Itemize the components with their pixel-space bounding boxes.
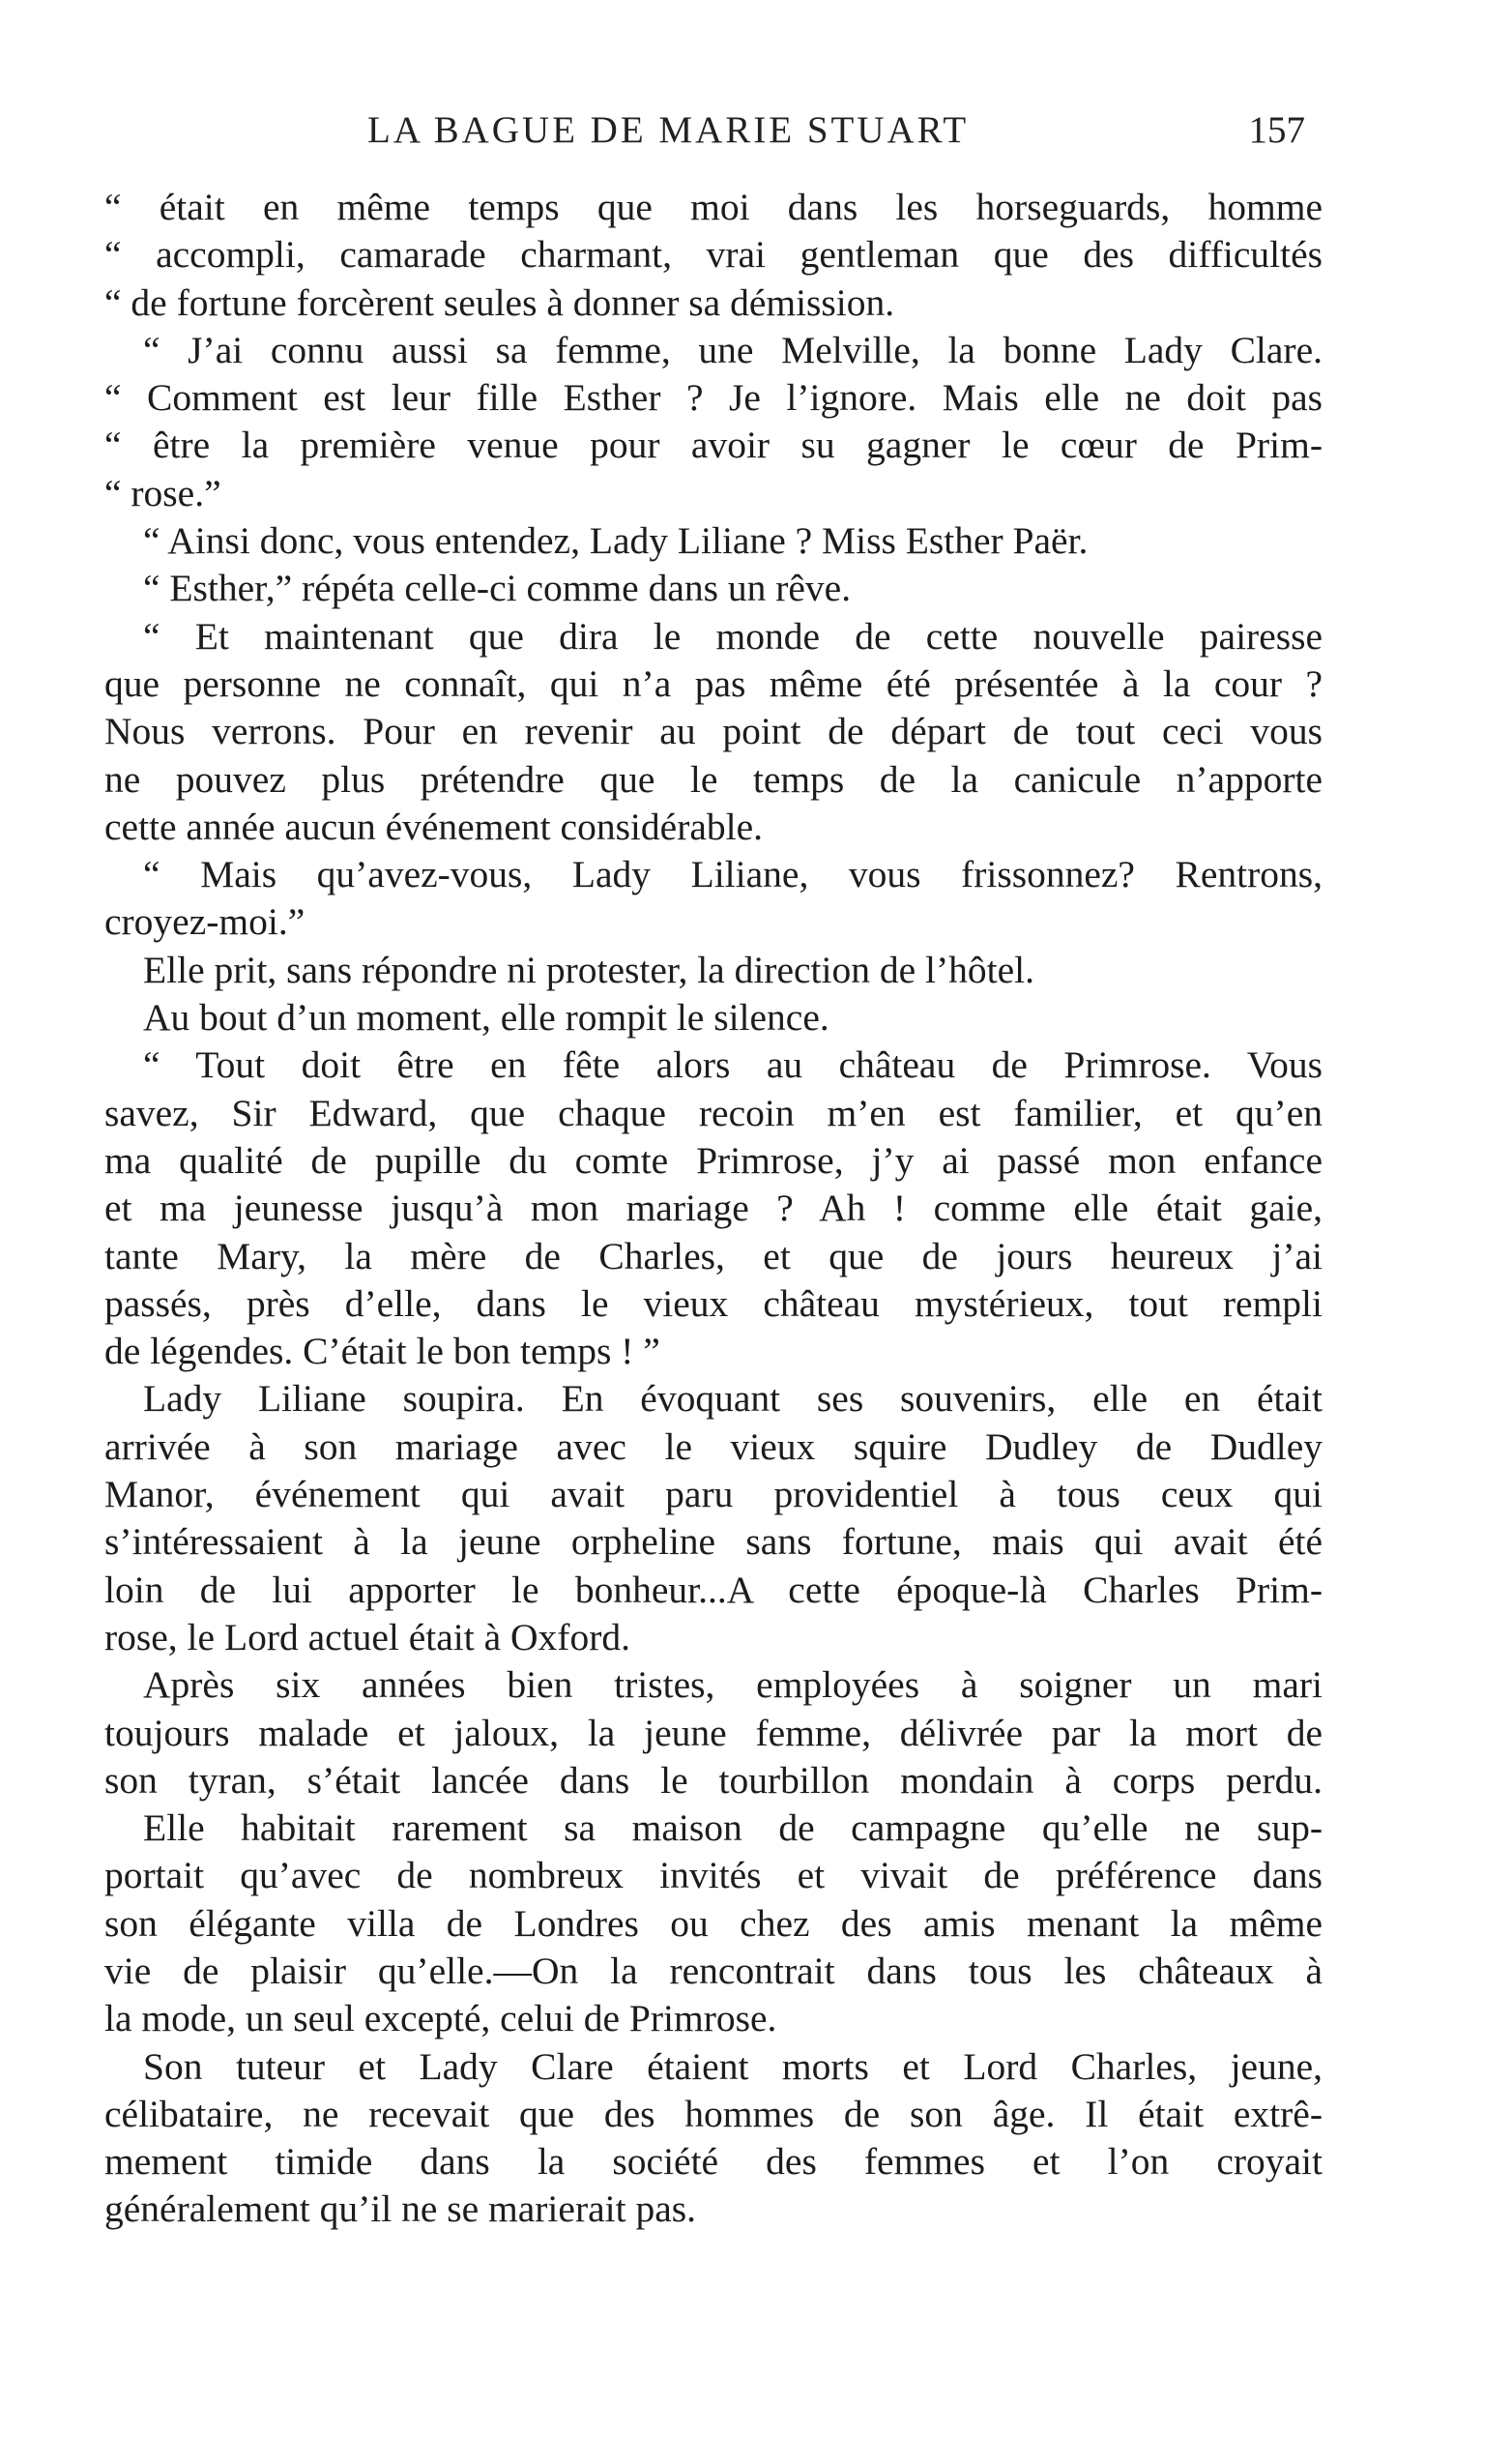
text-line: “ accompli, camarade charmant, vrai gentleman que des difficultés — [104, 233, 1323, 277]
text-line: passés, près d’elle, dans le vieux château mystérieux, tout rempli — [104, 1281, 1323, 1325]
text-line: tante Mary, la mère de Charles, et que de jours heureux j’ai — [104, 1234, 1323, 1277]
text-line: ma qualité de pupille du comte Primrose, j’y ai passé mon enfance — [104, 1138, 1323, 1182]
text-line: cette année aucun événement considérable. — [104, 805, 764, 848]
text-line: portait qu’avec de nombreux invités et vivait de préférence dans — [104, 1854, 1323, 1897]
text-line: “ J’ai connu aussi sa femme, une Melville, la bonne Lady Clare. — [143, 328, 1323, 371]
text-line: “ Ainsi donc, vous entendez, Lady Liliane ? Miss Esther Paër. — [143, 519, 1089, 563]
text-line: Lady Liliane soupira. En évoquant ses souvenirs, elle en était — [143, 1377, 1323, 1421]
text-line: Au bout d’un moment, elle rompit le silence. — [143, 996, 829, 1040]
text-line: ne pouvez plus prétendre que le temps de la canicule n’apporte — [104, 757, 1323, 801]
text-line: s’intéressaient à la jeune orpheline sans fortune, mais qui avait été — [104, 1520, 1323, 1564]
text-line: croyez-moi.” — [104, 900, 305, 944]
text-line: Nous verrons. Pour en revenir au point de départ de tout ceci vous — [104, 710, 1323, 753]
text-line: que personne ne connaît, qui n’a pas même été présentée à la cour ? — [104, 661, 1323, 705]
body-text — [104, 184, 1323, 2234]
text-line: Elle habitait rarement sa maison de campagne qu’elle ne sup- — [143, 1806, 1323, 1850]
text-line: “ Comment est leur fille Esther ? Je l’ignore. Mais elle ne doit pas — [104, 376, 1323, 420]
text-line: loin de lui apporter le bonheur...A cette époque-là Charles Prim- — [104, 1568, 1323, 1611]
text-line: “ Tout doit être en fête alors au château de Primrose. Vous — [143, 1043, 1323, 1087]
text-line: de légendes. C’était le bon temps ! ” — [104, 1330, 660, 1373]
text-line: Son tuteur et Lady Clare étaient morts et Lord Charles, jeune, — [143, 2044, 1323, 2088]
text-line: célibataire, ne recevait que des hommes de son âge. Il était extrê- — [104, 2092, 1323, 2135]
text-line: “ être la première venue pour avoir su gagner le cœur de Prim- — [104, 424, 1323, 467]
text-line: Elle prit, sans répondre ni protester, la direction de l’hôtel. — [143, 948, 1034, 991]
text-line: arrivée à son mariage avec le vieux squire Dudley de Dudley — [104, 1424, 1323, 1468]
page-header — [174, 108, 1305, 166]
text-line: et ma jeunesse jusqu’à mon mariage ? Ah ! comme elle était gaie, — [104, 1187, 1323, 1230]
text-line: “ de fortune forcèrent seules à donner sa démission. — [104, 280, 895, 324]
text-line: Après six années bien tristes, employées à soigner un mari — [143, 1663, 1323, 1707]
text-line: son tyran, s’était lancée dans le tourbillon mondain à corps perdu. — [104, 1758, 1323, 1802]
text-line: vie de plaisir qu’elle.—On la rencontrait dans tous les châteaux à — [104, 1949, 1323, 1992]
running-title: LA BAGUE DE MARIE STUART — [367, 109, 970, 151]
text-line: rose, le Lord actuel était à Oxford. — [104, 1615, 630, 1658]
text-line: “ rose.” — [104, 471, 221, 514]
text-line: la mode, un seul excepté, celui de Primrose. — [104, 1997, 777, 2040]
text-line: savez, Sir Edward, que chaque recoin m’en est familier, et qu’en — [104, 1091, 1323, 1134]
text-line: “ était en même temps que moi dans les horseguards, homme — [104, 186, 1323, 228]
page-number: 157 — [1248, 109, 1305, 151]
text-line: “ Esther,” répéta celle-ci comme dans un rêve. — [143, 567, 852, 610]
text-line: “ Mais qu’avez-vous, Lady Liliane, vous frissonnez? Rentrons, — [143, 853, 1323, 896]
text-line: mement timide dans la société des femmes et l’on croyait — [104, 2140, 1323, 2184]
text-line: “ Et maintenant que dira le monde de cette nouvelle pairesse — [143, 614, 1323, 658]
text-line: toujours malade et jaloux, la jeune femme, délivrée par la mort de — [104, 1711, 1323, 1754]
text-line: Manor, événement qui avait paru providentiel à tous ceux qui — [104, 1473, 1323, 1516]
text-line: son élégante villa de Londres ou chez des amis menant la même — [104, 1901, 1323, 1945]
text-line: généralement qu’il ne se marierait pas. — [104, 2187, 696, 2231]
